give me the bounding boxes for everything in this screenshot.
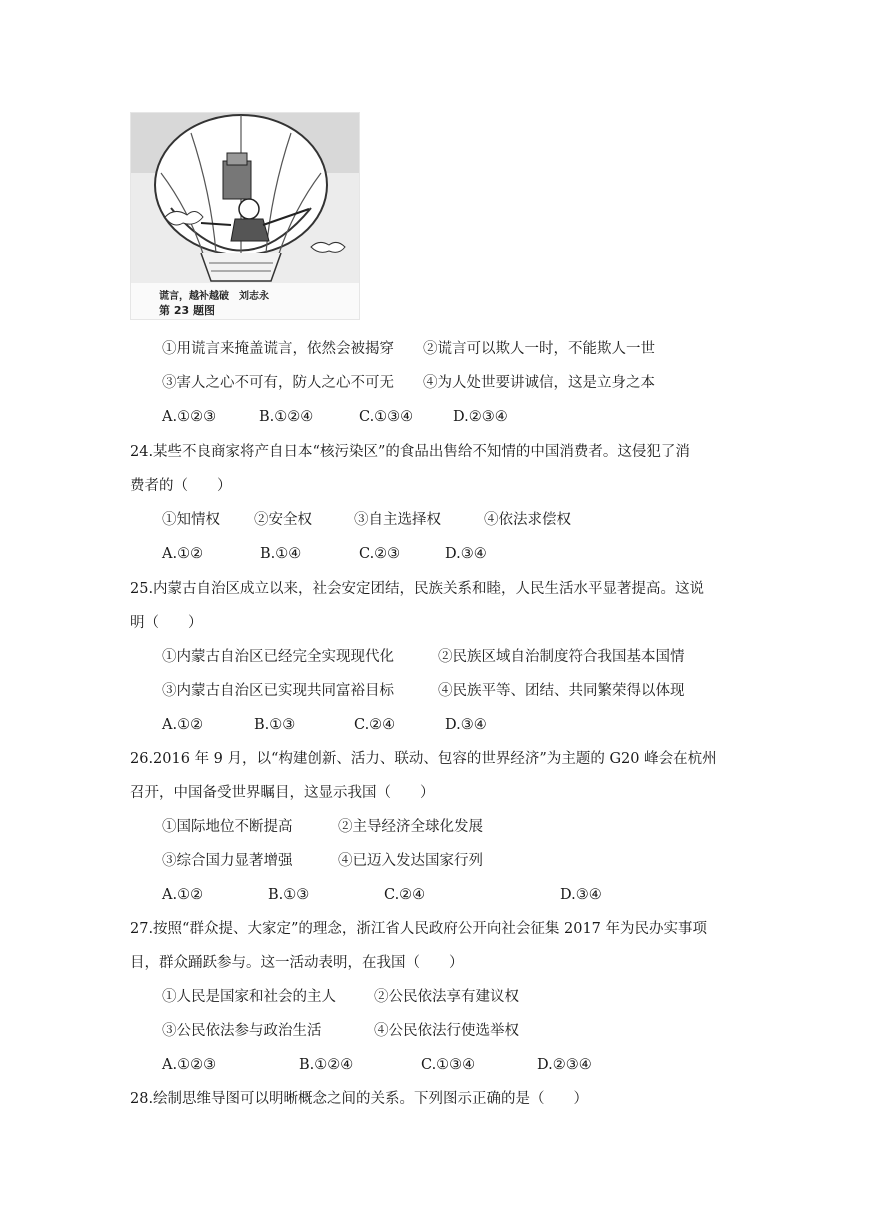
q23-option-b: B.①②④ (259, 409, 314, 425)
figure-caption-line1: 谎言，越补越破 刘志永 (159, 291, 269, 302)
q27-option-d: D.②③④ (537, 1057, 592, 1073)
q24-statement-4: ④依法求偿权 (484, 512, 571, 528)
q27-option-c: C.①③④ (421, 1057, 476, 1073)
q24-option-c: C.②③ (359, 546, 401, 562)
q26-option-d: D.③④ (560, 887, 602, 903)
q25-option-d: D.③④ (445, 717, 487, 733)
q24-statement-1: ①知情权 (162, 512, 220, 528)
q27-question-line2: 目，群众踊跃参与。这一活动表明，在我国（ ） (130, 955, 464, 971)
q25-question-line1: 25.内蒙古自治区成立以来，社会安定团结，民族关系和睦，人民生活水平显著提高。这说 (130, 581, 705, 597)
q23-statement-3: ③害人之心不可有，防人之心不可无 (162, 375, 394, 391)
q23-statement-2: ②谎言可以欺人一时，不能欺人一世 (423, 341, 655, 357)
q23-statement-4: ④为人处世要讲诚信，这是立身之本 (423, 375, 655, 391)
q24-question-line2: 费者的（ ） (130, 478, 232, 494)
q23-option-a: A.①②③ (162, 409, 217, 425)
q24-option-d: D.③④ (445, 546, 487, 562)
q26-question-line1: 26.2016 年 9 月，以“构建创新、活力、联动、包容的世界经济”为主题的 G20 峰会在杭州 (130, 751, 717, 767)
q28-question-line1: 28.绘制思维导图可以明晰概念之间的关系。下列图示正确的是（ ） (130, 1091, 589, 1107)
q26-statement-2: ②主导经济全球化发展 (338, 819, 483, 835)
q23-statement-1: ①用谎言来掩盖谎言，依然会被揭穿 (162, 341, 394, 357)
q26-option-c: C.②④ (384, 887, 426, 903)
q24-question-line1: 24.某些不良商家将产自日本“核污染区”的食品出售给不知情的中国消费者。这侵犯了消 (130, 444, 690, 460)
q27-option-a: A.①②③ (162, 1057, 217, 1073)
hot-air-balloon-illustration (131, 113, 359, 319)
q27-question-line1: 27.按照“群众提、大家定”的理念，浙江省人民政府公开向社会征集 2017 年为民办实事项 (130, 921, 708, 937)
q26-option-a: A.①② (162, 887, 204, 903)
q25-statement-2: ②民族区域自治制度符合我国基本国情 (438, 649, 685, 665)
q24-statement-3: ③自主选择权 (354, 512, 441, 528)
q25-statement-3: ③内蒙古自治区已实现共同富裕目标 (162, 683, 394, 699)
q24-option-b: B.①④ (260, 546, 302, 562)
q27-statement-4: ④公民依法行使选举权 (374, 1023, 519, 1039)
q23-option-c: C.①③④ (359, 409, 414, 425)
q23-option-d: D.②③④ (453, 409, 508, 425)
q25-statement-1: ①内蒙古自治区已经完全实现现代化 (162, 649, 394, 665)
q24-statement-2: ②安全权 (254, 512, 312, 528)
q26-question-line2: 召开，中国备受世界瞩目，这显示我国（ ） (130, 785, 435, 801)
q24-option-a: A.①② (162, 546, 204, 562)
q25-question-line2: 明（ ） (130, 615, 203, 631)
q27-statement-3: ③公民依法参与政治生活 (162, 1023, 322, 1039)
q25-statement-4: ④民族平等、团结、共同繁荣得以体现 (438, 683, 685, 699)
cartoon-figure (130, 112, 360, 320)
q27-option-b: B.①②④ (299, 1057, 354, 1073)
q25-option-a: A.①② (162, 717, 204, 733)
figure-caption-line2: 第 23 题图 (159, 304, 215, 317)
q27-statement-2: ②公民依法享有建议权 (374, 989, 519, 1005)
q25-option-c: C.②④ (354, 717, 396, 733)
q27-statement-1: ①人民是国家和社会的主人 (162, 989, 336, 1005)
q26-option-b: B.①③ (268, 887, 310, 903)
q25-option-b: B.①③ (254, 717, 296, 733)
q26-statement-1: ①国际地位不断提高 (162, 819, 293, 835)
q26-statement-4: ④已迈入发达国家行列 (338, 853, 483, 869)
q26-statement-3: ③综合国力显著增强 (162, 853, 293, 869)
